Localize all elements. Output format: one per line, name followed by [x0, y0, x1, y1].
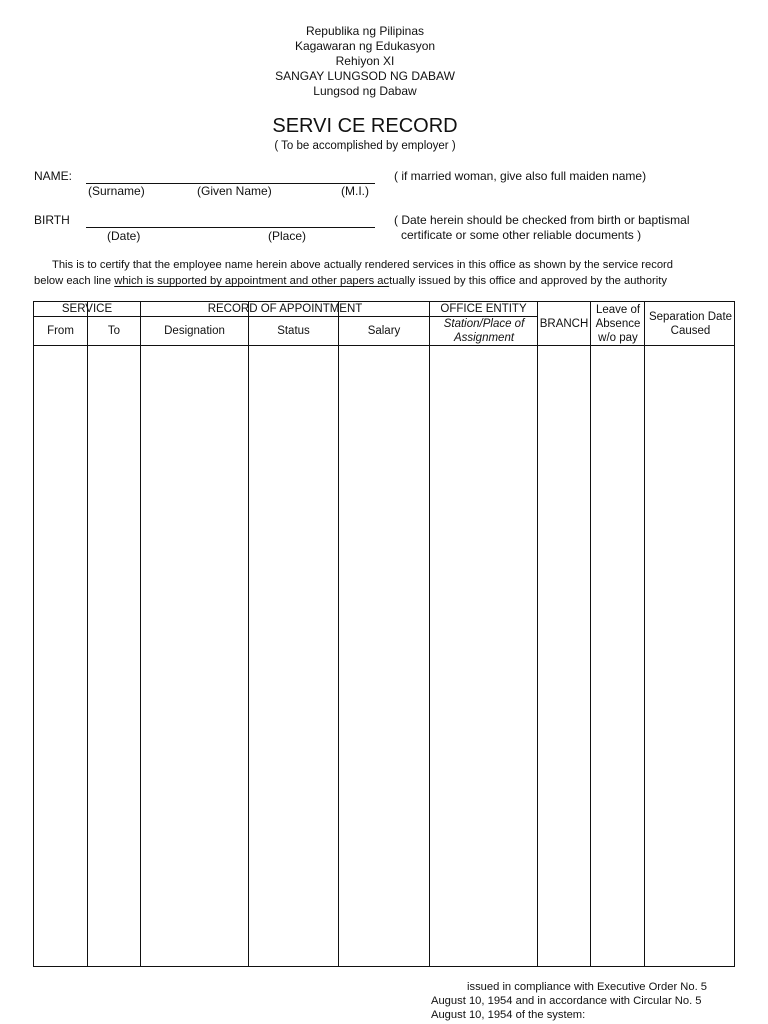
column-divider — [87, 302, 88, 966]
column-divider — [338, 302, 339, 966]
office-entity-header: OFFICE ENTITY — [440, 303, 527, 315]
certification-line-2-start: below each line — [34, 275, 115, 287]
place-caption: (Place) — [268, 229, 307, 243]
header-line-2: Kagawaran ng Edukasyon — [294, 39, 436, 53]
certification-line-2-end: tually issued by this office and approved by the authority — [389, 275, 667, 287]
birth-label: BIRTH — [34, 213, 70, 227]
column-divider — [140, 302, 141, 966]
branch-header: BRANCH — [539, 317, 589, 330]
page-title: SERVI CE RECORD — [272, 115, 458, 137]
header-line-4: SANGAY LUNGSOD NG DABAW — [275, 69, 455, 83]
service-record-table — [33, 301, 735, 967]
column-divider — [537, 302, 538, 966]
separation-header: Separation Date Caused — [648, 310, 733, 337]
footer-line-3: August 10, 1954 of the system: — [431, 1009, 586, 1021]
footer-line-2: August 10, 1954 and in accordance with Circular No. 5 — [431, 995, 702, 1007]
header-bottom-divider — [34, 345, 734, 346]
leave-header: Leave of Absence w/o pay — [595, 303, 641, 344]
record-of-appointment-header: RECORD OF APPOINTMENT — [207, 303, 363, 315]
header-line-3: Rehiyon XI — [335, 54, 395, 68]
birth-note-line-2: certificate or some other reliable documents ) — [401, 228, 642, 242]
name-label: NAME: — [34, 169, 73, 183]
mi-caption: (M.I.) — [341, 184, 369, 198]
footer-line-1: issued in compliance with Executive Order No. 5 — [467, 981, 708, 993]
to-header: To — [107, 325, 121, 337]
page-subtitle: ( To be accomplished by employer ) — [274, 140, 456, 152]
salary-header: Salary — [367, 325, 401, 337]
column-divider — [429, 302, 430, 966]
certification-line-1: This is to certify that the employee name herein above actually rendered services in this office as shown by the service record — [52, 259, 674, 271]
birth-note-line-1: ( Date herein should be checked from birth or baptismal — [394, 213, 690, 227]
column-divider — [590, 302, 591, 966]
column-divider — [644, 302, 645, 966]
status-header: Status — [277, 325, 310, 337]
given-name-caption: (Given Name) — [197, 184, 272, 198]
date-caption: (Date) — [107, 229, 141, 243]
surname-caption: (Surname) — [88, 184, 145, 198]
certification-text — [34, 257, 724, 289]
name-note: ( if married woman, give also full maiden name) — [394, 169, 647, 183]
station-header: Station/Place of Assignment — [443, 318, 525, 344]
from-header: From — [47, 325, 74, 337]
designation-header: Designation — [164, 325, 225, 337]
header-line-5: Lungsod ng Dabaw — [313, 84, 417, 98]
header-line-1: Republika ng Pilipinas — [305, 24, 425, 38]
birth-input-line[interactable] — [86, 227, 375, 228]
column-divider — [248, 302, 249, 966]
certification-line-2-underlined: which is supported by appointment and other papers ac — [114, 275, 390, 287]
service-header: SERVICE — [61, 303, 113, 315]
certification-line-2 — [34, 273, 724, 289]
